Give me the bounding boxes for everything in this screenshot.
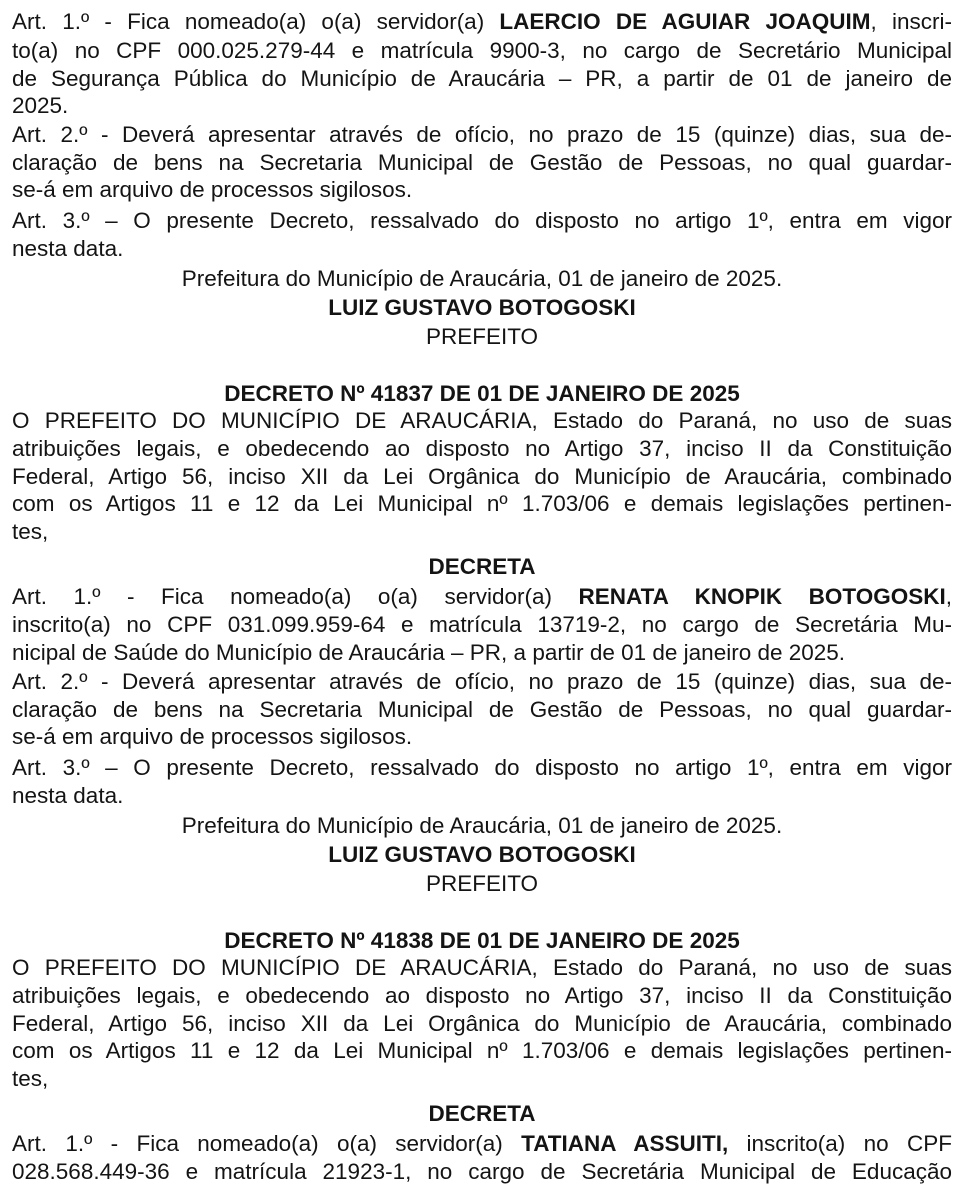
preamble-line4: com os Artigos 11 e 12 da Lei Municipal nº 1.703/06 e demais legislações pertinen-	[12, 1038, 952, 1063]
signature-role: PREFEITO	[425, 871, 539, 896]
appointee-name: TATIANA ASSUITI,	[521, 1131, 729, 1156]
preamble-line1: O PREFEITO DO MUNICÍPIO DE ARAUCÁRIA, Estado do Paraná, no uso de suas	[12, 955, 952, 980]
preamble-line5: tes,	[12, 519, 49, 544]
preamble-line1: O PREFEITO DO MUNICÍPIO DE ARAUCÁRIA, Estado do Paraná, no uso de suas	[12, 408, 952, 433]
art1-line2: 028.568.449-36 e matrícula 21923-1, no cargo de Secretária Municipal de Educação	[12, 1159, 952, 1184]
art3-line1: Art. 3.º – O presente Decreto, ressalvado do disposto no artigo 1º, entra em vigor	[12, 755, 952, 780]
preamble-line4: com os Artigos 11 e 12 da Lei Municipal nº 1.703/06 e demais legislações pertinen-	[12, 491, 952, 516]
art3-line2: nesta data.	[12, 783, 124, 808]
art1-line1: Art. 1.º - Fica nomeado(a) o(a) servidor(a) TATIANA ASSUITI, inscrito(a) no CPF	[12, 1131, 952, 1156]
preamble-line2: atribuições legais, e obedecendo ao disposto no Artigo 37, inciso II da Constituição	[12, 436, 952, 461]
decree-title: DECRETO Nº 41838 DE 01 DE JANEIRO DE 2025	[224, 928, 740, 953]
art2-line1: Art. 2.º - Deverá apresentar através de ofício, no prazo de 15 (quinze) dias, sua de-	[12, 669, 952, 694]
decree-title: DECRETO Nº 41837 DE 01 DE JANEIRO DE 2025	[224, 381, 740, 406]
signature-name: LUIZ GUSTAVO BOTOGOSKI	[328, 842, 636, 867]
art1-line1: Art. 1.º - Fica nomeado(a) o(a) servidor(a) LAERCIO DE AGUIAR JOAQUIM, inscri-	[12, 9, 953, 34]
art3-line1: Art. 3.º – O presente Decreto, ressalvado do disposto no artigo 1º, entra em vigor	[12, 208, 952, 233]
signature-place-date: Prefeitura do Município de Araucária, 01 de janeiro de 2025.	[181, 813, 783, 838]
art1-line1: Art. 1.º - Fica nomeado(a) o(a) servidor(a) RENATA KNOPIK BOTOGOSKI,	[12, 584, 952, 609]
decreta-heading: DECRETA	[428, 554, 536, 579]
art3-line2: nesta data.	[12, 236, 124, 261]
art1-line3: nicipal de Saúde do Município de Araucária – PR, a partir de 01 de janeiro de 2025.	[12, 640, 846, 665]
signature-place-date: Prefeitura do Município de Araucária, 01 de janeiro de 2025.	[181, 266, 783, 291]
appointee-name: RENATA KNOPIK BOTOGOSKI	[578, 584, 946, 609]
art2-line2: claração de bens na Secretaria Municipal de Gestão de Pessoas, no qual guardar-	[12, 697, 952, 722]
art1-line3: de Segurança Pública do Município de Araucária – PR, a partir de 01 de janeiro de	[12, 66, 952, 91]
preamble-line3: Federal, Artigo 56, inciso XII da Lei Orgânica do Município de Araucária, combinado	[12, 464, 952, 489]
preamble-line3: Federal, Artigo 56, inciso XII da Lei Orgânica do Município de Araucária, combinado	[12, 1011, 952, 1036]
art2-line3: se-á em arquivo de processos sigilosos.	[12, 177, 413, 202]
art2-line3: se-á em arquivo de processos sigilosos.	[12, 724, 413, 749]
art2-line2: claração de bens na Secretaria Municipal de Gestão de Pessoas, no qual guardar-	[12, 150, 952, 175]
preamble-line2: atribuições legais, e obedecendo ao disposto no Artigo 37, inciso II da Constituição	[12, 983, 952, 1008]
preamble-line5: tes,	[12, 1066, 49, 1091]
art1-line4: 2025.	[12, 93, 69, 118]
decreta-heading: DECRETA	[428, 1101, 536, 1126]
art2-line1: Art. 2.º - Deverá apresentar através de ofício, no prazo de 15 (quinze) dias, sua de-	[12, 122, 952, 147]
signature-role: PREFEITO	[425, 324, 539, 349]
art1-line2: inscrito(a) no CPF 031.099.959-64 e matrícula 13719-2, no cargo de Secretária Mu-	[12, 612, 952, 637]
art1-line2: to(a) no CPF 000.025.279-44 e matrícula 9900-3, no cargo de Secretário Municipal	[12, 38, 952, 63]
signature-name: LUIZ GUSTAVO BOTOGOSKI	[328, 295, 636, 320]
appointee-name: LAERCIO DE AGUIAR JOAQUIM	[499, 9, 871, 34]
